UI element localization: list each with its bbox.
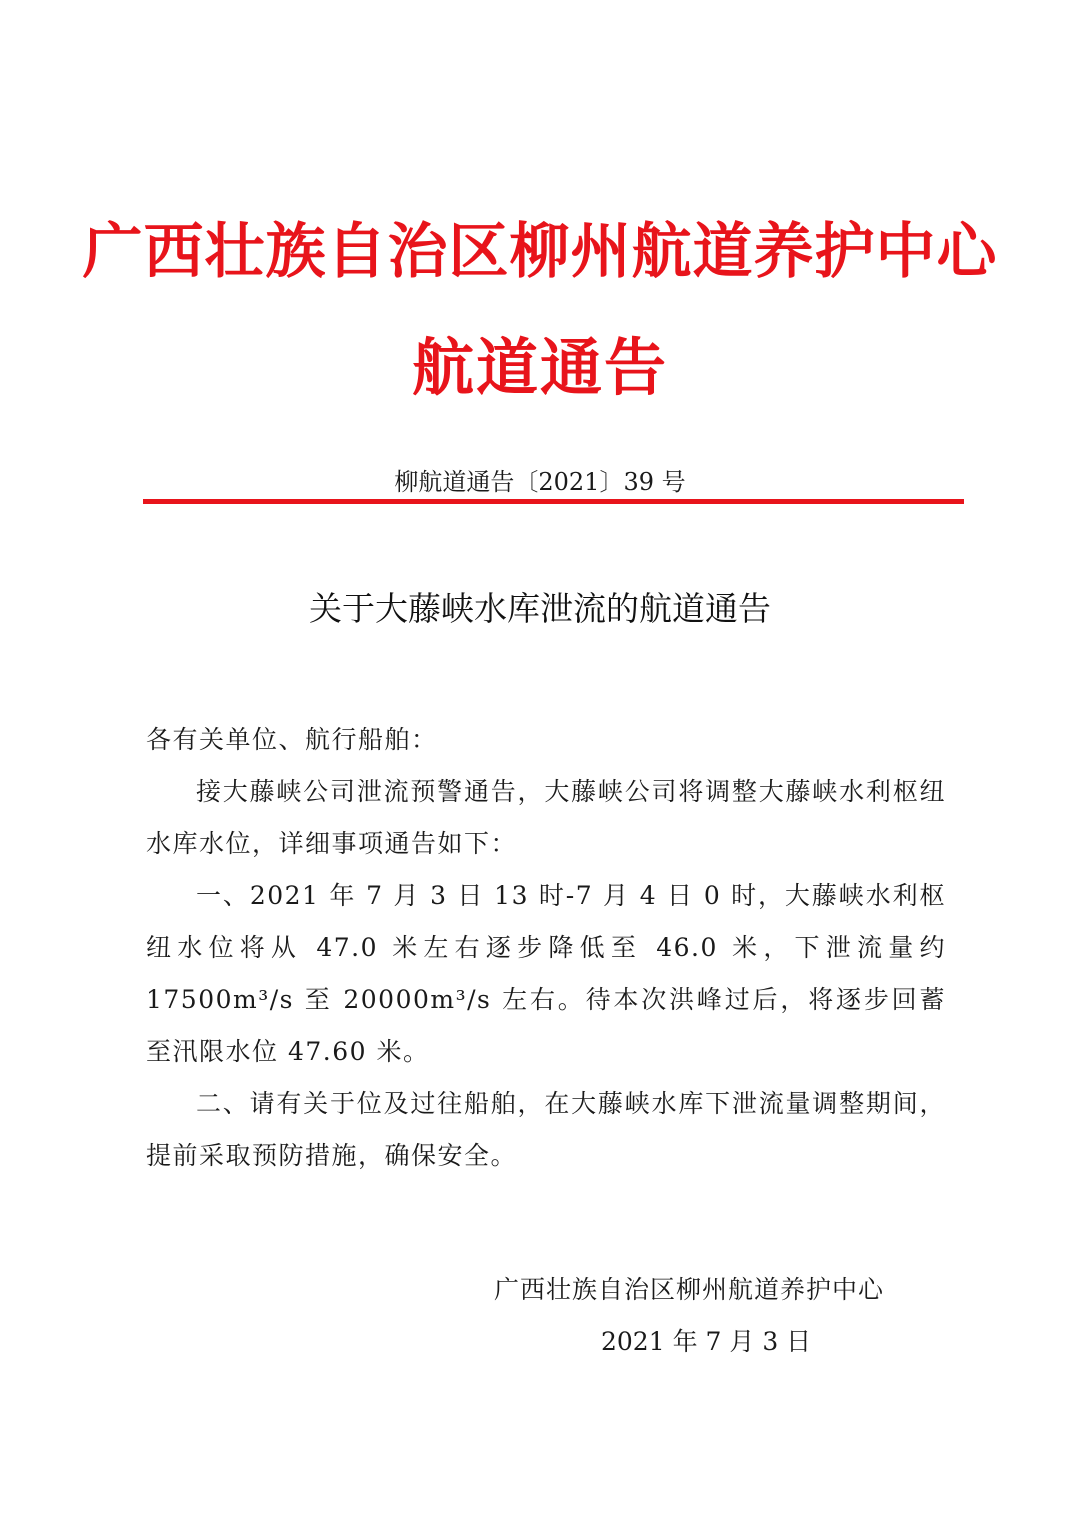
paragraph-item-2: 二、请有关于位及过往船舶，在大藤峡水库下泄流量调整期间，提前采取预防措施，确保安全。 bbox=[146, 1089, 946, 1170]
notice-body bbox=[146, 714, 946, 1182]
paragraph-item-1: 一、2021 年 7 月 3 日 13 时-7 月 4 日 0 时，大藤峡水利枢纽水位将从 47.0 米左右逐步降低至 46.0 米，下泄流量约 17500m³/s 至 20000m³/s 左右。待本次洪峰过后，将逐步回蓄至汛限水位 47.60 米。 bbox=[146, 881, 946, 1066]
notice-subject: 关于大藤峡水库泄流的航道通告 bbox=[309, 589, 771, 628]
signature-organization: 广西壮族自治区柳州航道养护中心 bbox=[494, 1275, 885, 1304]
red-divider-line bbox=[143, 499, 964, 504]
issuing-organization-title: 广西壮族自治区柳州航道养护中心 bbox=[82, 217, 998, 287]
document-type-title: 航道通告 bbox=[411, 331, 668, 404]
paragraph-intro: 接大藤峡公司泄流预警通告，大藤峡公司将调整大藤峡水利枢纽水库水位，详细事项通告如下： bbox=[146, 777, 946, 858]
salutation: 各有关单位、航行船舶： bbox=[146, 725, 438, 754]
document-number: 柳航道通告〔2021〕39 号 bbox=[394, 468, 686, 496]
signature-date: 2021 年 7 月 3 日 bbox=[601, 1327, 812, 1356]
